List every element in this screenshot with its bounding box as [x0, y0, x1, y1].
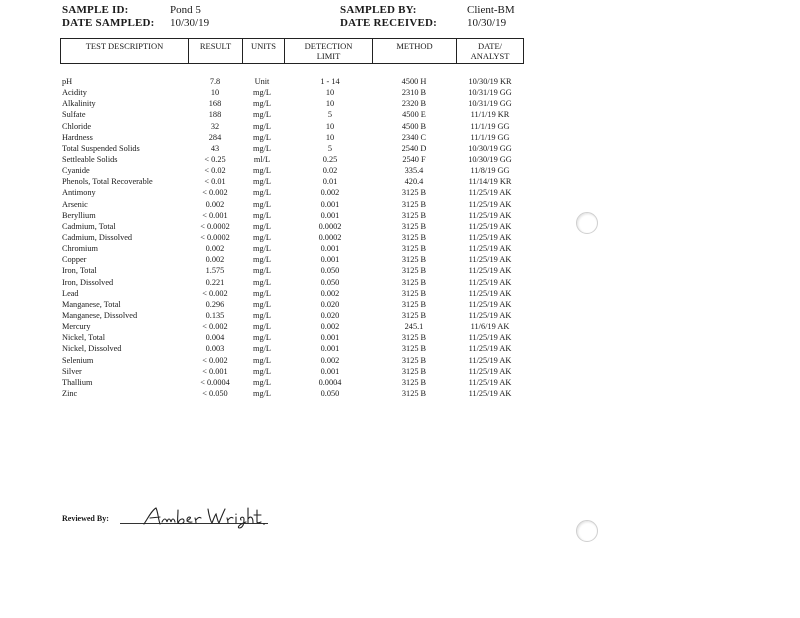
cell-date-analyst: 11/25/19 AK	[468, 388, 512, 398]
cell-units: mg/L	[253, 277, 271, 287]
cell-date-analyst: 10/31/19 GG	[468, 88, 512, 98]
table-row	[60, 388, 524, 399]
cell-date-analyst: 11/25/19 AK	[468, 288, 512, 298]
col-detection-limit	[284, 39, 372, 63]
cell-detection-limit: 5	[327, 143, 333, 153]
cell-detection-limit: 0.0004	[318, 377, 342, 387]
signature-image	[140, 504, 270, 530]
table-row	[60, 176, 524, 187]
cell-date-analyst: 11/25/19 AK	[468, 366, 512, 376]
cell-test-description: Iron, Total	[62, 266, 97, 276]
cell-result: 168	[208, 99, 222, 109]
cell-test-description: Settleable Solids	[62, 154, 118, 164]
cell-units: mg/L	[253, 143, 271, 153]
cell-method: 3125 B	[401, 277, 427, 287]
cell-result: < 0.0004	[200, 377, 230, 387]
cell-test-description: Chromium	[62, 244, 98, 254]
cell-date-analyst: 11/25/19 AK	[468, 355, 512, 365]
cell-detection-limit: 0.002	[320, 355, 340, 365]
cell-units: mg/L	[253, 210, 271, 220]
cell-result: 284	[208, 132, 222, 142]
cell-test-description: Hardness	[62, 132, 93, 142]
table-row	[60, 288, 524, 299]
cell-detection-limit: 0.020	[320, 299, 340, 309]
cell-units: mg/L	[253, 310, 271, 320]
cell-units: mg/L	[253, 121, 271, 131]
cell-result: 0.002	[205, 255, 225, 265]
cell-method: 4500 B	[401, 121, 427, 131]
cell-method: 420.4	[404, 177, 424, 187]
cell-method: 2540 D	[401, 143, 427, 153]
cell-method: 3125 B	[401, 299, 427, 309]
table-row	[60, 199, 524, 210]
cell-date-analyst: 11/25/19 AK	[468, 377, 512, 387]
table-row	[60, 165, 524, 176]
date-sampled-value: 10/30/19	[170, 17, 210, 29]
table-row	[60, 87, 524, 98]
cell-test-description: Manganese, Dissolved	[62, 310, 138, 320]
cell-detection-limit: 10	[325, 132, 335, 142]
cell-date-analyst: 11/1/19 KR	[470, 110, 510, 120]
cell-date-analyst: 11/25/19 AK	[468, 244, 512, 254]
cell-units: mg/L	[253, 366, 271, 376]
cell-method: 3125 B	[401, 333, 427, 343]
cell-date-analyst: 11/25/19 AK	[468, 210, 512, 220]
cell-result: < 0.002	[202, 288, 228, 298]
cell-method: 3125 B	[401, 377, 427, 387]
cell-detection-limit: 0.0002	[318, 232, 342, 242]
cell-method: 3125 B	[401, 388, 427, 398]
cell-test-description: Manganese, Total	[62, 299, 121, 309]
col-date-line2: ANALYST	[470, 51, 510, 61]
cell-method: 2340 C	[401, 132, 427, 142]
cell-units: mg/L	[253, 232, 271, 242]
cell-test-description: Iron, Dissolved	[62, 277, 114, 287]
cell-detection-limit: 10	[325, 88, 335, 98]
cell-test-description: Acidity	[62, 88, 87, 98]
cell-test-description: Total Suspended Solids	[62, 143, 140, 153]
cell-date-analyst: 11/1/19 GG	[470, 121, 510, 131]
table-row	[60, 187, 524, 198]
cell-test-description: Cyanide	[62, 166, 90, 176]
col-method: METHOD	[372, 39, 456, 63]
cell-detection-limit: 0.050	[320, 277, 340, 287]
cell-result: < 0.25	[204, 154, 226, 164]
table-row	[60, 132, 524, 143]
cell-detection-limit: 0.001	[320, 244, 340, 254]
cell-test-description: Antimony	[62, 188, 96, 198]
cell-test-description: Phenols, Total Recoverable	[62, 177, 153, 187]
cell-date-analyst: 10/30/19 GG	[468, 143, 512, 153]
sampled-by-label: SAMPLED BY:	[340, 4, 417, 16]
table-row	[60, 343, 524, 354]
cell-detection-limit: 0.002	[320, 188, 340, 198]
cell-date-analyst: 11/25/19 AK	[468, 310, 512, 320]
cell-method: 3125 B	[401, 232, 427, 242]
table-header	[60, 38, 524, 64]
table-row	[60, 299, 524, 310]
cell-result: < 0.002	[202, 322, 228, 332]
cell-units: ml/L	[253, 154, 271, 164]
cell-result: 32	[210, 121, 220, 131]
cell-units: mg/L	[253, 288, 271, 298]
cell-result: 0.003	[205, 344, 225, 354]
cell-units: mg/L	[253, 244, 271, 254]
cell-test-description: Cadmium, Dissolved	[62, 232, 133, 242]
cell-detection-limit: 0.001	[320, 344, 340, 354]
cell-date-analyst: 11/6/19 AK	[470, 322, 510, 332]
table-row	[60, 154, 524, 165]
cell-date-analyst: 11/25/19 AK	[468, 266, 512, 276]
table-row	[60, 98, 524, 109]
cell-test-description: Silver	[62, 366, 82, 376]
table-row	[60, 210, 524, 221]
cell-result: 0.002	[205, 199, 225, 209]
cell-detection-limit: 1 - 14	[320, 77, 340, 86]
cell-result: 0.221	[205, 277, 225, 287]
cell-test-description: Sulfate	[62, 110, 86, 120]
cell-units: mg/L	[253, 388, 271, 398]
cell-method: 3125 B	[401, 255, 427, 265]
cell-method: 3125 B	[401, 199, 427, 209]
reviewed-by-label: Reviewed By:	[62, 514, 109, 523]
cell-method: 3125 B	[401, 221, 427, 231]
cell-test-description: Cadmium, Total	[62, 221, 116, 231]
cell-method: 3125 B	[401, 188, 427, 198]
cell-units: mg/L	[253, 344, 271, 354]
cell-date-analyst: 10/30/19 KR	[468, 77, 512, 86]
cell-method: 4500 E	[402, 110, 426, 120]
cell-date-analyst: 11/1/19 GG	[470, 132, 510, 142]
cell-units: mg/L	[253, 322, 271, 332]
cell-detection-limit: 0.002	[320, 322, 340, 332]
cell-detection-limit: 0.25	[322, 154, 338, 164]
table-row	[60, 243, 524, 254]
cell-units: mg/L	[253, 355, 271, 365]
cell-date-analyst: 10/31/19 GG	[468, 99, 512, 109]
cell-detection-limit: 0.020	[320, 310, 340, 320]
cell-detection-limit: 0.050	[320, 266, 340, 276]
cell-units: mg/L	[253, 255, 271, 265]
cell-detection-limit: 0.001	[320, 199, 340, 209]
table-row	[60, 355, 524, 366]
cell-date-analyst: 10/30/19 GG	[468, 154, 512, 164]
punch-hole-bottom	[576, 520, 598, 542]
date-sampled-label: DATE SAMPLED:	[62, 17, 155, 29]
cell-method: 2540 F	[402, 154, 426, 164]
cell-test-description: Copper	[62, 255, 87, 265]
cell-test-description: Beryllium	[62, 210, 96, 220]
cell-detection-limit: 0.0002	[318, 221, 342, 231]
cell-method: 3125 B	[401, 210, 427, 220]
cell-detection-limit: 0.001	[320, 333, 340, 343]
cell-date-analyst: 11/25/19 AK	[468, 333, 512, 343]
cell-test-description: Selenium	[62, 355, 94, 365]
table-row	[60, 254, 524, 265]
cell-method: 2310 B	[401, 88, 427, 98]
cell-test-description: Zinc	[62, 388, 78, 398]
cell-test-description: Thallium	[62, 377, 93, 387]
cell-result: 0.135	[205, 310, 225, 320]
cell-date-analyst: 11/25/19 AK	[468, 344, 512, 354]
date-received-label: DATE RECEIVED:	[340, 17, 438, 29]
table-row	[60, 109, 524, 120]
cell-method: 335.4	[404, 166, 424, 176]
cell-result: < 0.0002	[200, 221, 230, 231]
sampled-by-value: Client-BM	[467, 4, 515, 16]
col-detection-line2: LIMIT	[316, 51, 341, 61]
table-row	[60, 366, 524, 377]
cell-date-analyst: 11/25/19 AK	[468, 299, 512, 309]
cell-result: < 0.001	[202, 366, 228, 376]
table-body	[60, 76, 524, 399]
cell-detection-limit: 0.002	[320, 288, 340, 298]
cell-units: mg/L	[253, 377, 271, 387]
cell-test-description: Arsenic	[62, 199, 88, 209]
cell-test-description: Nickel, Total	[62, 333, 106, 343]
punch-hole-top	[576, 212, 598, 234]
table-row	[60, 377, 524, 388]
cell-detection-limit: 0.050	[320, 388, 340, 398]
col-result: RESULT	[188, 39, 242, 63]
cell-date-analyst: 11/8/19 GG	[470, 166, 510, 176]
cell-result: 0.296	[205, 299, 225, 309]
table-row	[60, 76, 524, 87]
cell-method: 3125 B	[401, 355, 427, 365]
cell-detection-limit: 0.02	[322, 166, 338, 176]
cell-units: mg/L	[253, 299, 271, 309]
cell-result: < 0.001	[202, 210, 228, 220]
date-received-value: 10/30/19	[467, 17, 507, 29]
cell-method: 3125 B	[401, 366, 427, 376]
cell-result: 7.8	[209, 77, 221, 86]
cell-units: mg/L	[253, 166, 271, 176]
cell-detection-limit: 0.001	[320, 255, 340, 265]
cell-units: mg/L	[253, 88, 271, 98]
cell-detection-limit: 0.01	[322, 177, 338, 187]
table-row	[60, 232, 524, 243]
table-row	[60, 143, 524, 154]
cell-detection-limit: 10	[325, 121, 335, 131]
sample-id-value: Pond 5	[170, 4, 201, 16]
cell-method: 3125 B	[401, 244, 427, 254]
cell-method: 2320 B	[401, 99, 427, 109]
cell-detection-limit: 0.001	[320, 366, 340, 376]
cell-date-analyst: 11/25/19 AK	[468, 255, 512, 265]
cell-result: < 0.050	[202, 388, 228, 398]
col-detection-line1: DETECTION	[304, 41, 353, 51]
col-test-description: TEST DESCRIPTION	[60, 39, 188, 63]
cell-result: 188	[208, 110, 222, 120]
cell-test-description: Alkalinity	[62, 99, 96, 109]
cell-date-analyst: 11/14/19 KR	[468, 177, 512, 187]
results-table	[60, 38, 524, 399]
cell-result: < 0.0002	[200, 232, 230, 242]
cell-test-description: pH	[62, 77, 73, 86]
cell-detection-limit: 5	[327, 110, 333, 120]
cell-date-analyst: 11/25/19 AK	[468, 277, 512, 287]
cell-method: 3125 B	[401, 288, 427, 298]
cell-result: < 0.002	[202, 188, 228, 198]
cell-units: mg/L	[253, 132, 271, 142]
table-row	[60, 332, 524, 343]
cell-result: 0.004	[205, 333, 225, 343]
table-row	[60, 321, 524, 332]
cell-units: Unit	[254, 77, 270, 86]
cell-units: mg/L	[253, 177, 271, 187]
cell-units: mg/L	[253, 110, 271, 120]
table-row	[60, 277, 524, 288]
cell-detection-limit: 10	[325, 99, 335, 109]
cell-result: 1.575	[205, 266, 225, 276]
cell-date-analyst: 11/25/19 AK	[468, 232, 512, 242]
cell-result: 0.002	[205, 244, 225, 254]
cell-test-description: Mercury	[62, 322, 91, 332]
cell-units: mg/L	[253, 188, 271, 198]
cell-method: 245.1	[404, 322, 424, 332]
cell-result: < 0.002	[202, 355, 228, 365]
cell-units: mg/L	[253, 333, 271, 343]
cell-units: mg/L	[253, 99, 271, 109]
cell-date-analyst: 11/25/19 AK	[468, 221, 512, 231]
cell-units: mg/L	[253, 221, 271, 231]
cell-test-description: Nickel, Dissolved	[62, 344, 122, 354]
col-units: UNITS	[242, 39, 284, 63]
cell-date-analyst: 11/25/19 AK	[468, 199, 512, 209]
sample-id-label: SAMPLE ID:	[62, 4, 129, 16]
cell-date-analyst: 11/25/19 AK	[468, 188, 512, 198]
table-row	[60, 121, 524, 132]
col-date-analyst	[456, 39, 524, 63]
table-row	[60, 265, 524, 276]
col-date-line1: DATE/	[477, 41, 503, 51]
cell-units: mg/L	[253, 266, 271, 276]
cell-result: < 0.01	[204, 177, 226, 187]
cell-method: 3125 B	[401, 344, 427, 354]
cell-detection-limit: 0.001	[320, 210, 340, 220]
table-row	[60, 221, 524, 232]
cell-test-description: Lead	[62, 288, 79, 298]
cell-result: 43	[210, 143, 220, 153]
cell-method: 3125 B	[401, 310, 427, 320]
cell-method: 3125 B	[401, 266, 427, 276]
table-row	[60, 310, 524, 321]
cell-test-description: Chloride	[62, 121, 92, 131]
cell-result: < 0.02	[204, 166, 226, 176]
cell-method: 4500 H	[401, 77, 427, 86]
cell-units: mg/L	[253, 199, 271, 209]
cell-result: 10	[210, 88, 220, 98]
